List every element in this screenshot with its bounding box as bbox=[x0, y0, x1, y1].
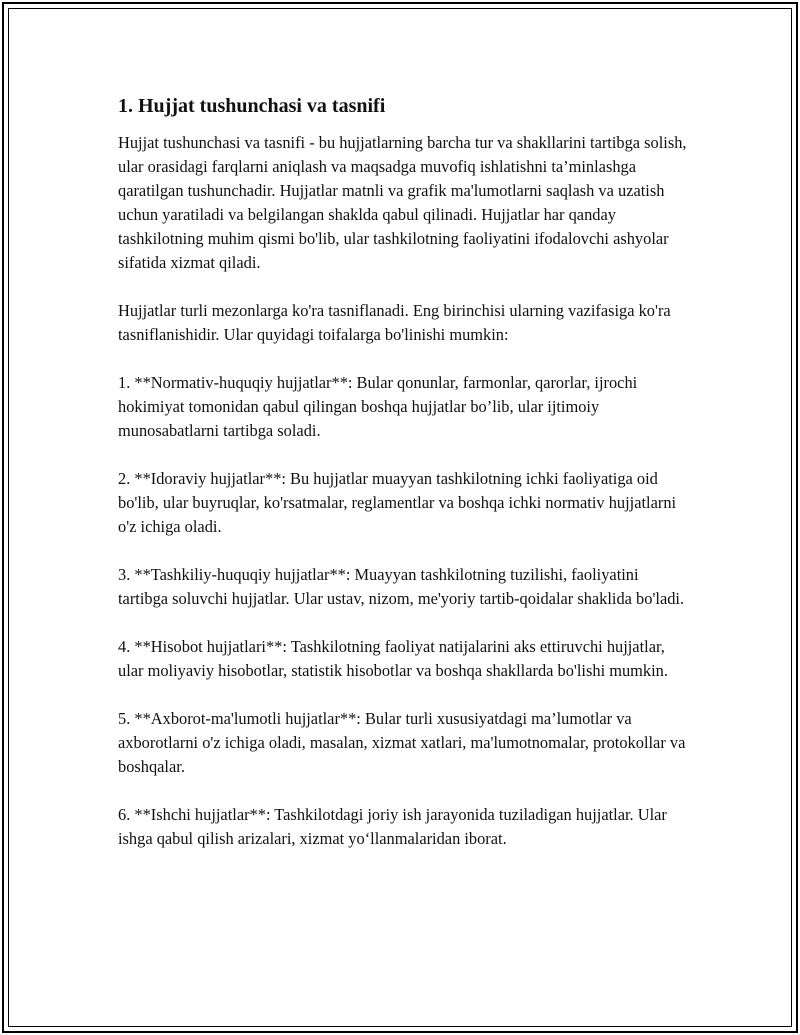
list-item-working: 6. **Ishchi hujjatlar**: Tashkilotdagi joriy ish jarayonida tuziladigan hujjatlar. Ular ishga qabul qilish arizalari, xizmat yo‘llanmalaridan iborat. bbox=[118, 805, 667, 848]
list-item-reporting: 4. **Hisobot hujjatlari**: Tashkilotning faoliyat natijalarini aks ettiruvchi hujjatlar, ular moliyaviy hisobotlar, statistik hisobotlar va boshqa shakllarda bo'lishi mumkin. bbox=[118, 637, 668, 680]
list-item-departmental: 2. **Idoraviy hujjatlar**: Bu hujjatlar muayyan tashkilotning ichki faoliyatiga oid bo'lib, ular buyruqlar, ko'rsatmalar, reglamentlar va boshqa ichki normativ hujjatlarni o'z ichiga oladi. bbox=[118, 469, 677, 536]
classification-paragraph: Hujjatlar turli mezonlarga ko'ra tasniflanadi. Eng birinchisi ularning vazifasiga ko'ra tasniflanishidir. Ular quyidagi toifalarga bo'linishi mumkin: bbox=[118, 301, 671, 344]
document-title: 1. Hujjat tushunchasi va tasnifi bbox=[118, 95, 386, 117]
list-item-organizational: 3. **Tashkiliy-huquqiy hujjatlar**: Muayyan tashkilotning tuzilishi, faoliyatini tartibga soluvchi hujjatlar. Ular ustav, nizom, me'yoriy tartib-qoidalar shaklida bo'ladi. bbox=[118, 565, 685, 608]
list-item-normative: 1. **Normativ-huquqiy hujjatlar**: Bular qonunlar, farmonlar, qarorlar, ijrochi hokimiyat tomonidan qabul qilingan boshqa hujjatlar bo’lib, ular ijtimoiy munosabatlarni tartibga soladi. bbox=[118, 373, 638, 440]
intro-paragraph: Hujjat tushunchasi va tasnifi - bu hujjatlarning barcha tur va shakllarini tartibga solish, ular orasidagi farqlarni aniqlash va maqsadga muvofiq ishlatishni ta’minlashga qaratilgan tushunchadir. Hujjatlar matnli va grafik ma'lumotlarni saqlash va uzatish uchun yaratiladi va belgilangan shaklda qabul qilinadi. Hujjatlar har qanday tashkilotning muhim qismi bo'lib, ular tashkilotning faoliyatini ifodalovchi ashyolar sifatida xizmat qiladi. bbox=[118, 133, 687, 272]
document-body bbox=[118, 94, 688, 875]
list-item-informational: 5. **Axborot-ma'lumotli hujjatlar**: Bular turli xususiyatdagi ma’lumotlar va axborotlarni o'z ichiga oladi, masalan, xizmat xatlari, ma'lumotnomalar, protokollar va boshqalar. bbox=[118, 709, 686, 776]
